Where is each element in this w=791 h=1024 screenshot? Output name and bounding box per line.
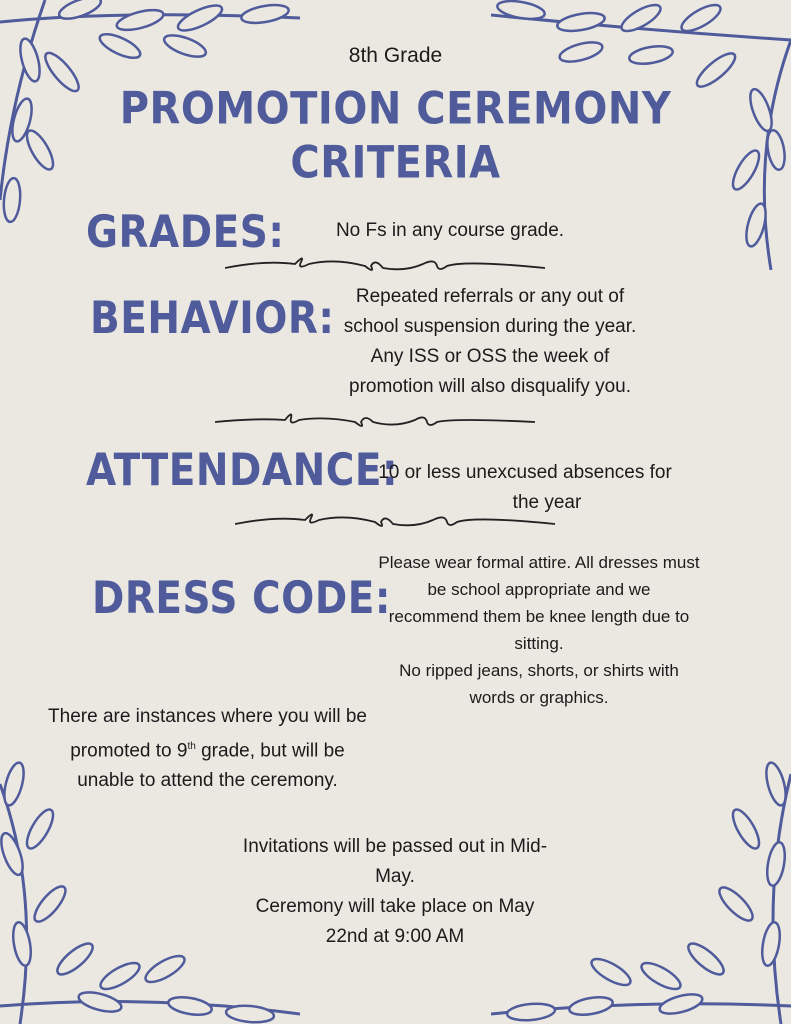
attendance-line: the year bbox=[512, 492, 582, 513]
behavior-heading: BEHAVIOR: bbox=[90, 292, 335, 345]
note-line bbox=[30, 732, 385, 766]
behavior-line: Repeated referrals or any out of bbox=[355, 286, 625, 307]
note-line: There are instances where you will be bbox=[48, 706, 367, 727]
dress-code-line: recommend them be knee length due to bbox=[388, 607, 690, 626]
note-text: grade, but will be bbox=[195, 740, 345, 762]
page-title-line-1: PROMOTION CEREMONY bbox=[119, 83, 672, 135]
dress-code-line: Please wear formal attire. All dresses must bbox=[378, 553, 700, 572]
ordinal-suffix: th bbox=[187, 741, 196, 752]
note-line: unable to attend the ceremony. bbox=[77, 770, 338, 792]
grade-subtitle: 8th Grade bbox=[348, 44, 443, 67]
behavior-text bbox=[315, 282, 665, 402]
flourish-divider-icon bbox=[215, 408, 535, 434]
ceremony-attendance-note bbox=[30, 702, 385, 796]
invitation-line: Invitations will be passed out in Mid- bbox=[242, 836, 548, 857]
attendance-line: 10 or less unexcused absences for bbox=[378, 462, 672, 483]
flourish-divider-icon bbox=[225, 252, 545, 278]
invitation-line: Ceremony will take place on May bbox=[255, 896, 535, 917]
invitation-line: 22nd at 9:00 AM bbox=[325, 926, 465, 947]
behavior-line: school suspension during the year. bbox=[343, 316, 637, 337]
dress-code-line: words or graphics. bbox=[469, 688, 609, 707]
flourish-divider-icon bbox=[235, 508, 555, 534]
grades-text: No Fs in any course grade. bbox=[335, 220, 565, 241]
invitations-info bbox=[210, 832, 580, 952]
dress-code-text bbox=[355, 549, 723, 711]
note-text: promoted to 9 bbox=[70, 740, 188, 762]
dress-code-heading: DRESS CODE: bbox=[92, 572, 391, 625]
dress-code-line: sitting. bbox=[514, 634, 564, 653]
behavior-line: Any ISS or OSS the week of bbox=[370, 346, 610, 367]
page-title-line-2: CRITERIA bbox=[290, 137, 501, 189]
dress-code-line: No ripped jeans, shorts, or shirts with bbox=[399, 661, 679, 680]
grades-heading: GRADES: bbox=[86, 206, 285, 259]
dress-code-line: be school appropriate and we bbox=[427, 580, 651, 599]
invitation-line: May. bbox=[375, 866, 415, 887]
attendance-heading: ATTENDANCE: bbox=[86, 444, 399, 497]
behavior-line: promotion will also disqualify you. bbox=[349, 376, 631, 397]
